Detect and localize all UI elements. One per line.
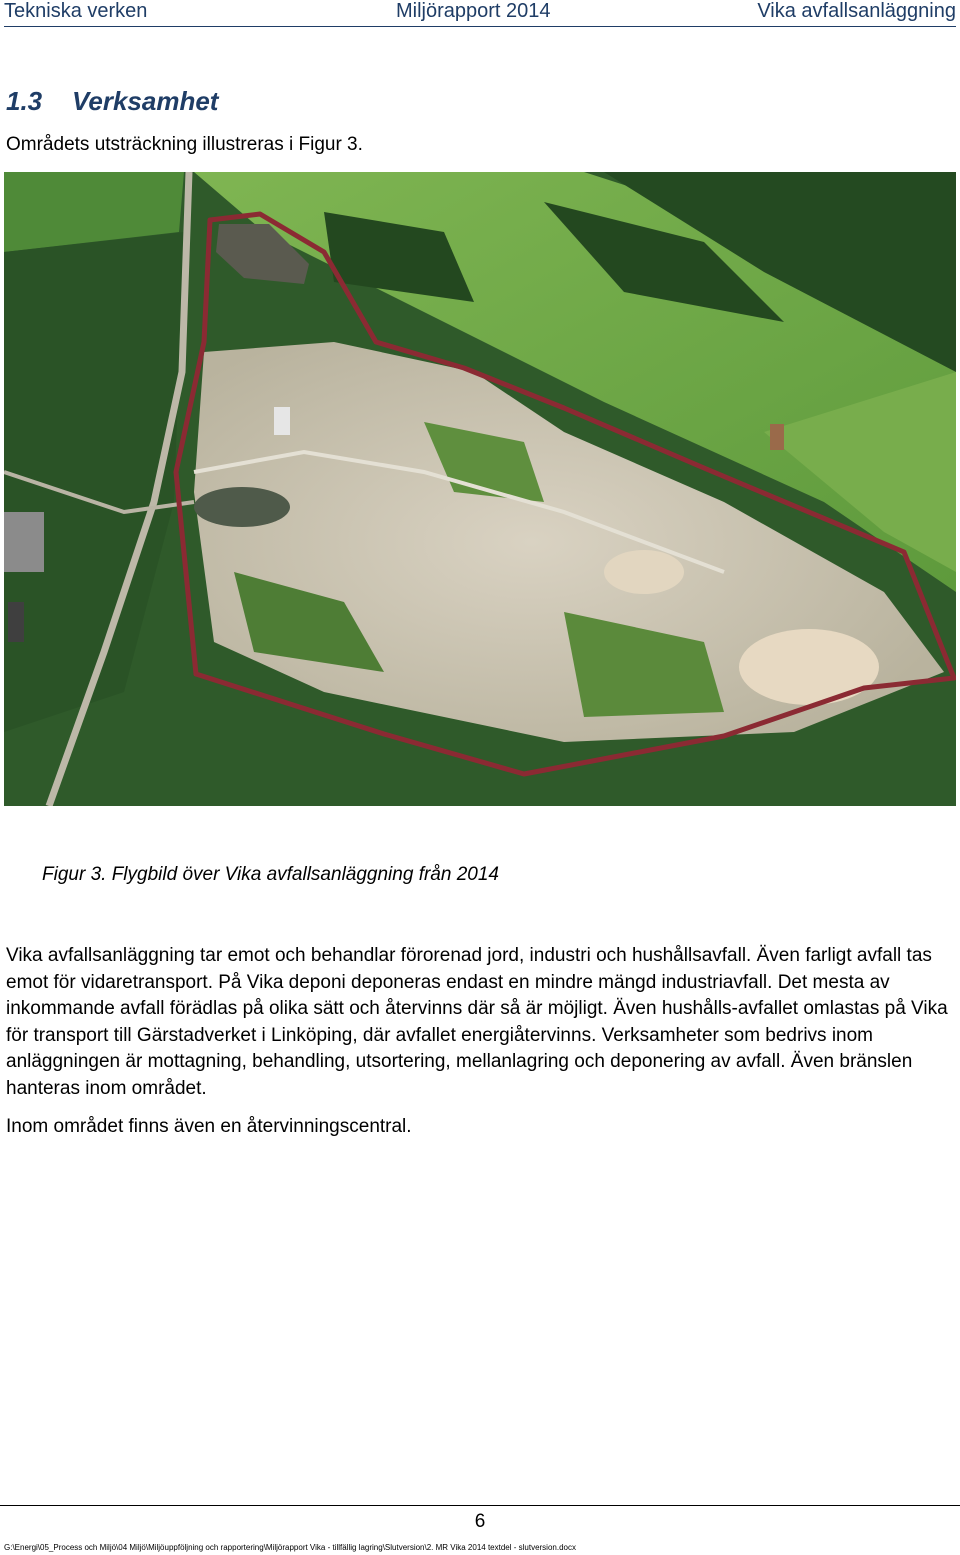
paragraph-recycling-centre: Inom området finns även en återvinningscentral. [6,1116,412,1137]
header-report-title: Miljörapport 2014 [396,0,551,22]
farm-building [770,424,784,450]
section-title: Verksamhet [72,86,219,116]
pond-west [194,487,290,527]
building-2 [8,602,24,642]
header-divider [4,26,956,27]
paragraph-activities: Vika avfallsanläggning tar emot och behandlar förorenad jord, industri och hushållsavfall. Även farligt avfall tas emot för vidaretransport. På Vika deponi deponeras endast en mindre mängd industriavfall. Det mesta av inkommande avfall förädlas på olika sätt och återvinns där så är möjligt. Även hushålls-avfallet omlastas på Vika för transport till Gärstadverket i Linköping, där avfallet energiåtervinns. Verksamheter som bedrivs inom anläggningen är mottagning, behandling, utsortering, mellanlagring och deponering av avfall. Även bränslen hanteras inom området. [6,945,948,1099]
body-text [6,943,956,1141]
sand-pile-2 [604,550,684,594]
section-heading [6,86,218,116]
page-number: 6 [474,1511,486,1532]
section-intro: Områdets utsträckning illustreras i Figur 3. [6,134,363,155]
header-facility: Vika avfallsanläggning [757,0,956,22]
footer-divider [0,1505,960,1506]
header-organization: Tekniska verken [4,0,148,22]
aerial-photo [4,172,956,806]
page-header [0,0,960,26]
building-1 [4,512,44,572]
file-path: G:\Energi\05_Process och Miljö\04 Miljö\Miljöuppföljning och rapportering\Miljörapport Vika - tillfällig lagring\Slutversion\2. MR Vika 2014 textdel - slutversion.docx [4,1543,576,1552]
building-3 [274,407,290,435]
sand-pile [739,629,879,705]
section-number: 1.3 [6,86,43,116]
figure-caption: Figur 3. Flygbild över Vika avfallsanläggning från 2014 [42,864,499,885]
